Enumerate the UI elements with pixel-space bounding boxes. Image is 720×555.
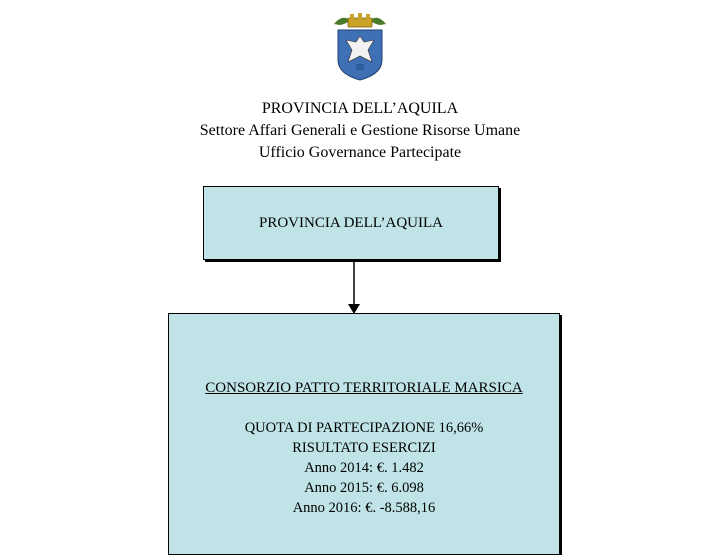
coat-of-arms-icon xyxy=(328,10,392,82)
header xyxy=(0,98,720,164)
header-org-name: PROVINCIA DELL’AQUILA xyxy=(261,100,459,117)
anno-2014-row: Anno 2014: €. 1.482 xyxy=(304,460,424,476)
connector-arrow xyxy=(344,260,364,316)
child-entity-box xyxy=(168,313,560,555)
entity-title: CONSORZIO PATTO TERRITORIALE MARSICA xyxy=(205,380,523,396)
anno-2015-row: Anno 2015: €. 6.098 xyxy=(304,480,424,496)
quota-partecipazione: QUOTA DI PARTECIPAZIONE 16,66% xyxy=(244,420,484,436)
parent-entity-box xyxy=(203,186,499,260)
entity-details xyxy=(169,418,559,518)
header-office: Ufficio Governance Partecipate xyxy=(258,144,462,161)
risultato-esercizi-label: RISULTATO ESERCIZI xyxy=(292,440,436,456)
parent-entity-label: PROVINCIA DELL’AQUILA xyxy=(258,214,444,231)
header-department: Settore Affari Generali e Gestione Risorse Umane xyxy=(199,122,521,139)
anno-2016-row: Anno 2016: €. -8.588,16 xyxy=(292,500,436,516)
